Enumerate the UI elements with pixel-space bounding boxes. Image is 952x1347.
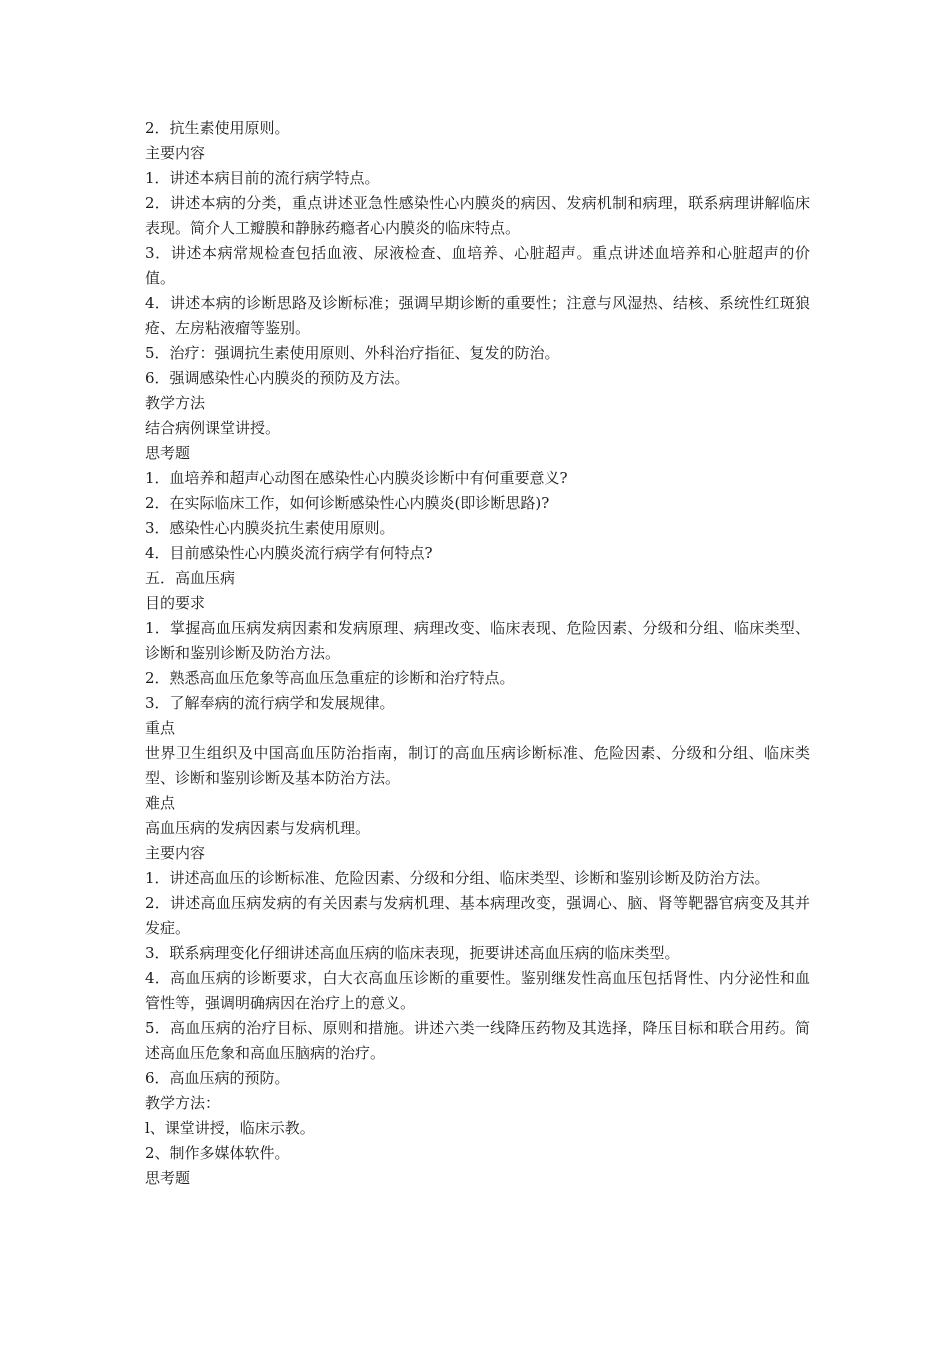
section-heading-questions: 思考题 — [145, 444, 191, 462]
document-body — [145, 116, 810, 1191]
list-item: 2．在实际临床工作，如何诊断感染性心内膜炎(即诊断思路)? — [145, 494, 550, 512]
list-item: 4．目前感染性心内膜炎流行病学有何特点? — [145, 544, 433, 562]
paragraph: 高血压病的发病因素与发病机理。 — [145, 819, 371, 837]
chapter-heading-hypertension: 五．高血压病 — [145, 569, 236, 587]
section-heading-main-content: 主要内容 — [145, 844, 206, 862]
list-item: 1．讲述本病目前的流行病学特点。 — [145, 169, 380, 187]
list-item: 2．讲述本病的分类，重点讲述亚急性感染性心内膜炎的病因、发病机制和病理，联系病理讲解临床表现。简介人工瓣膜和静脉药瘾者心内膜炎的临床特点。 — [145, 194, 810, 237]
paragraph: 结合病例课堂讲授。 — [145, 419, 281, 437]
list-item: 2．熟悉高血压危象等高血压急重症的诊断和治疗特点。 — [145, 669, 515, 687]
section-heading-main-content: 主要内容 — [145, 144, 206, 162]
list-item: 5．治疗：强调抗生素使用原则、外科治疗指征、复发的防治。 — [145, 344, 560, 362]
list-item: 6．强调感染性心内膜炎的预防及方法。 — [145, 369, 410, 387]
section-heading-key-points: 重点 — [145, 719, 176, 737]
list-item: 1．血培养和超声心动图在感染性心内膜炎诊断中有何重要意义? — [145, 469, 568, 487]
list-item: l、课堂讲授，临床示教。 — [145, 1119, 315, 1137]
list-item-antibiotic-principle: 2．抗生素使用原则。 — [145, 119, 290, 137]
section-heading-objectives: 目的要求 — [145, 594, 206, 612]
list-item: 2．讲述高血压病发病的有关因素与发病机理、基本病理改变，强调心、脑、肾等靶器官病变及其并发症。 — [145, 894, 810, 937]
paragraph: 世界卫生组织及中国高血压防治指南，制订的高血压病诊断标准、危险因素、分级和分组、临床类型、诊断和鉴别诊断及基本防治方法。 — [145, 744, 810, 787]
list-item: 1．讲述高血压的诊断标准、危险因素、分级和分组、临床类型、诊断和鉴别诊断及防治方法。 — [145, 869, 770, 887]
section-heading-teaching-method: 教学方法 — [145, 394, 206, 412]
list-item: 6．高血压病的预防。 — [145, 1069, 290, 1087]
list-item: 5．高血压病的治疗目标、原则和措施。讲述六类一线降压药物及其选择，降压目标和联合用药。简述高血压危象和高血压脑病的治疗。 — [145, 1019, 810, 1062]
section-heading-difficulties: 难点 — [145, 794, 176, 812]
list-item: 2、制作多媒体软件。 — [145, 1144, 290, 1162]
list-item: 4．高血压病的诊断要求，白大衣高血压诊断的重要性。鉴别继发性高血压包括肾性、内分泌性和血管性等，强调明确病因在治疗上的意义。 — [145, 969, 810, 1012]
list-item: 3．感染性心内膜炎抗生素使用原则。 — [145, 519, 395, 537]
list-item: 3．联系病理变化仔细讲述高血压病的临床表现，扼要讲述高血压病的临床类型。 — [145, 944, 680, 962]
list-item: 4．讲述本病的诊断思路及诊断标准；强调早期诊断的重要性；注意与风湿热、结核、系统性红斑狼疮、左房粘液瘤等鉴别。 — [145, 294, 810, 337]
list-item: 3．了解奉病的流行病学和发展规律。 — [145, 694, 395, 712]
section-heading-questions: 思考题 — [145, 1169, 191, 1187]
list-item: 1．掌握高血压病发病因素和发病原理、病理改变、临床表现、危险因素、分级和分组、临床类型、诊断和鉴别诊断及防治方法。 — [145, 619, 810, 662]
section-heading-teaching-method: 教学方法： — [145, 1094, 221, 1112]
list-item: 3．讲述本病常规检查包括血液、尿液检查、血培养、心脏超声。重点讲述血培养和心脏超声的价值。 — [145, 244, 810, 287]
